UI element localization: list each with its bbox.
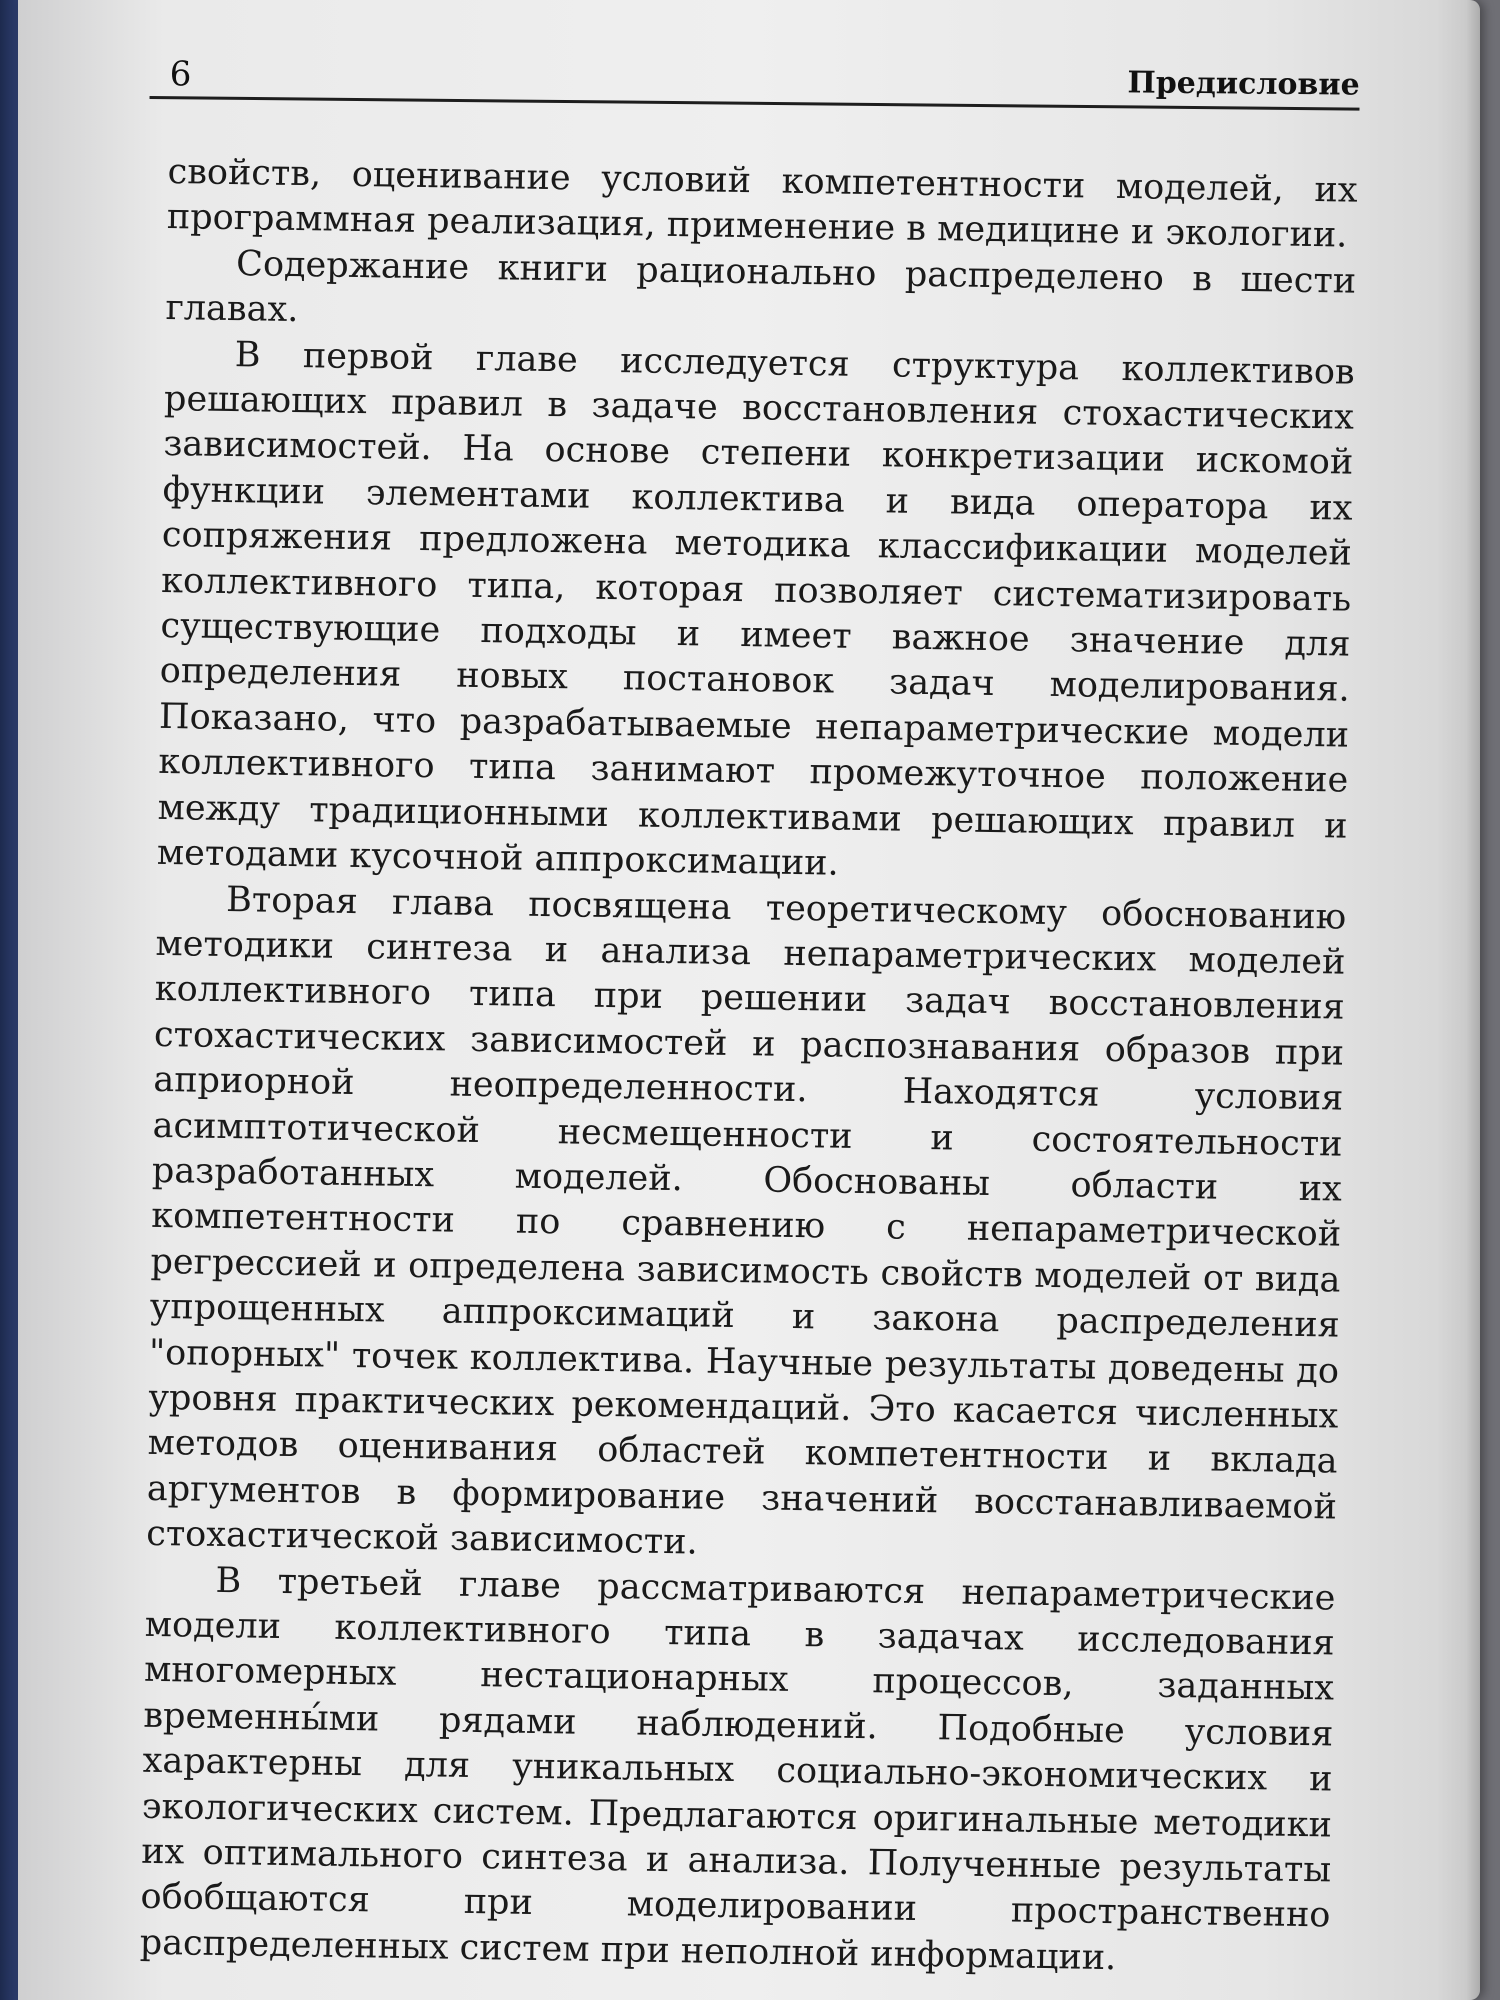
page-number: 6	[169, 54, 192, 95]
paragraph-contents-overview: Содержание книги рационально распределено в шести главах.	[165, 243, 1357, 331]
paragraph-continuation: свойств, оценивание условий компетентности моделей, их программная реализация, применение в медицине и экологии.	[166, 151, 1358, 256]
section-title: Предисловие	[1127, 65, 1360, 103]
body-text	[139, 150, 1357, 1985]
paragraph-chapter-3: В третьей главе рассматриваются непараметрические модели коллективного типа в задачах исследования многомерных нестационарных процессов, заданных временны́ми рядами наблюдений. Подобные условия характерны для уникальных социально-экономических и экологических систем. Предлагаются оригинальные методики их оптимального синтеза и анализа. Полученные результаты обобщаются при моделировании пространственно распределенных систем при неполной информации.	[139, 1560, 1336, 1978]
paragraph-chapter-1: В первой главе исследуется структура коллективов решающих правил в задаче восстановления стохастических зависимостей. На основе степени конкретизации искомой функции элементами коллектива и вида оператора их сопряжения предложена методика классификации моделей коллективного типа, которая позволяет систематизировать существующие подходы и имеет важное значение для определения новых постановок задач моделирования. Показано, что разрабатываемые непараметрические модели коллективного типа занимают промежуточное положение между традиционными коллективами решающих правил и методами кусочной аппроксимации.	[156, 334, 1355, 884]
paragraph-chapter-2: Вторая глава посвящена теоретическому обоснованию методики синтеза и анализа непараметрических моделей коллективного типа при решении задач восстановления стохастических зависимостей и распознавания образов при априорной неопределенности. Находятся условия асимптотической несмещенности и состоятельности разработанных моделей. Обоснованы области их компетентности по сравнению с непараметрической регрессией и определена зависимость свойств моделей от вида упрощенных аппроксимаций и закона распределения "опорных" точек коллектива. Научные результаты доведены до уровня практических рекомендаций. Это касается численных методов оценивания областей компетентности и вклада аргументов в формирование значений восстанавливаемой стохастической зависимости.	[145, 879, 1347, 1563]
page-edge-shadow	[1466, 0, 1480, 2000]
